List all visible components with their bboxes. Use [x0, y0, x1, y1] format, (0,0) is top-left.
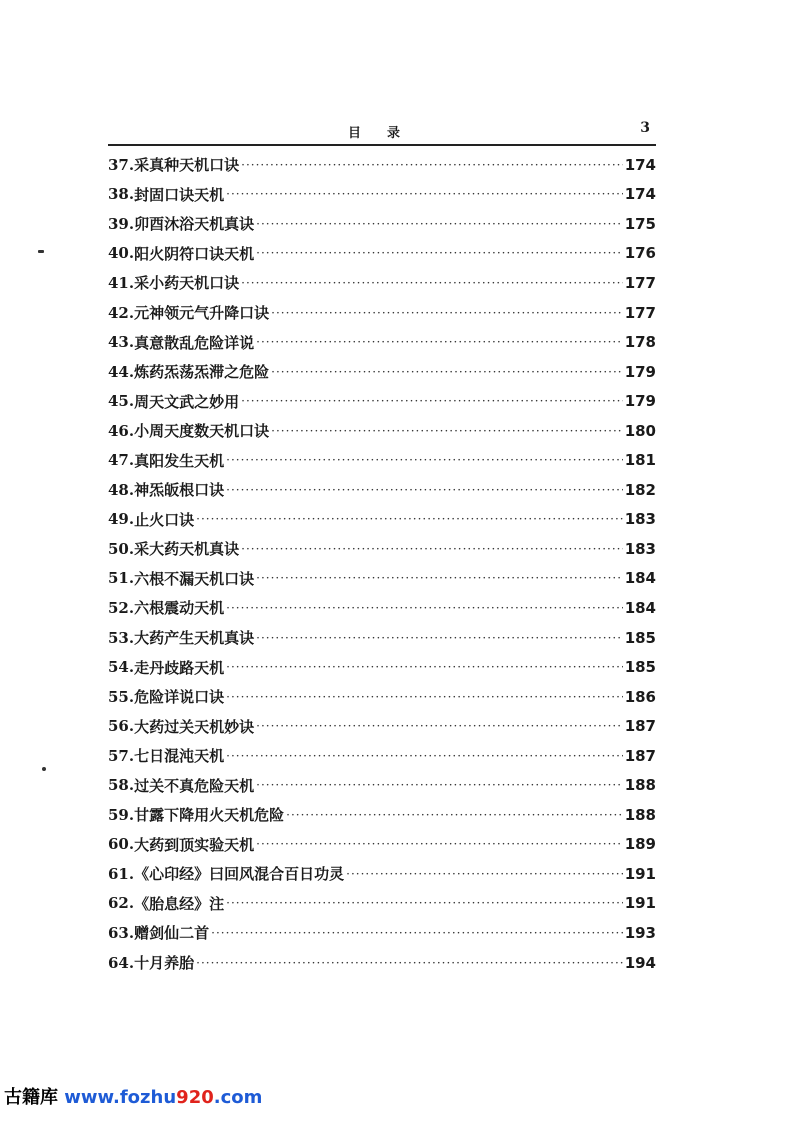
toc-leader-dots: [271, 365, 623, 379]
toc-entry: [108, 209, 656, 239]
toc-entry-title: 七日混沌天机: [134, 747, 225, 766]
toc-entry-title: 大药产生天机真诀: [134, 629, 255, 648]
toc-entry-page: 187: [624, 746, 656, 765]
toc-leader-dots: [226, 187, 623, 201]
toc-entry-number: 58.: [108, 776, 135, 795]
toc-entry-title: 小周天度数天机口诀: [134, 422, 270, 441]
toc-entry: [108, 445, 656, 475]
toc-entry-page: 179: [624, 362, 656, 381]
toc-entry-number: 40.: [108, 244, 135, 263]
toc-entry-title: 六根不漏天机口诀: [134, 569, 255, 588]
toc-leader-dots: [196, 956, 623, 970]
toc-entry-number: 57.: [108, 746, 135, 765]
toc-leader-dots: [196, 512, 623, 526]
toc-entry-number: 43.: [108, 333, 135, 352]
toc-leader-dots: [256, 335, 623, 349]
toc-entry: [108, 505, 656, 535]
watermark-url-prefix: www.fozhu: [64, 1087, 177, 1108]
watermark-url-number: 920: [176, 1087, 214, 1108]
toc-leader-dots: [271, 424, 623, 438]
toc-entry-title: 真阳发生天机: [134, 451, 225, 470]
toc-entry-page: 188: [624, 805, 656, 824]
toc-entry: [108, 475, 656, 505]
toc-entry: [108, 327, 656, 357]
toc-entry: [108, 298, 656, 328]
page-header: [108, 118, 656, 142]
toc-leader-dots: [241, 276, 623, 290]
scan-speck: [42, 767, 46, 771]
toc-leader-dots: [256, 631, 623, 645]
toc-entry-page: 177: [624, 273, 656, 292]
toc-entry: [108, 564, 656, 594]
toc-entry-page: 183: [624, 510, 656, 529]
toc-entry-page: 175: [624, 214, 656, 233]
toc-leader-dots: [346, 867, 623, 881]
toc-entry-number: 41.: [108, 273, 135, 292]
toc-entry-number: 62.: [108, 894, 135, 913]
toc-entry: [108, 150, 656, 180]
toc-entry-page: 191: [624, 864, 656, 883]
toc-entry-number: 53.: [108, 628, 135, 647]
toc-entry-page: 185: [624, 628, 656, 647]
toc-entry-page: 179: [624, 392, 656, 411]
toc-leader-dots: [256, 246, 623, 260]
toc-entry: [108, 180, 656, 210]
toc-entry-title: 甘露下降用火天机危险: [134, 806, 285, 825]
toc-entry-number: 49.: [108, 510, 135, 529]
toc-entry-page: 177: [624, 303, 656, 322]
toc-entry-title: 元神领元气升降口诀: [134, 304, 270, 322]
toc-entry-number: 48.: [108, 480, 135, 499]
toc-entry-number: 46.: [108, 421, 135, 440]
toc-entry-page: 180: [624, 421, 656, 440]
toc-entry: [108, 800, 656, 830]
toc-entry-title: 真意散乱危险详说: [134, 333, 255, 352]
toc-leader-dots: [256, 778, 623, 792]
toc-entry-number: 47.: [108, 451, 135, 470]
toc-entry-title: 止火口诀: [134, 510, 195, 529]
toc-entry-title: 炼药炁荡炁滞之危险: [134, 363, 270, 382]
toc-entry-number: 56.: [108, 717, 135, 736]
toc-entry-number: 54.: [108, 658, 135, 677]
toc-entry-number: 59.: [108, 805, 135, 824]
toc-entry-title: 过关不真危险天机: [134, 776, 255, 795]
toc-entry-page: 193: [624, 923, 656, 942]
toc-entry: [108, 770, 656, 800]
header-rule: [108, 144, 656, 146]
toc-entry-title: 采小药天机口诀: [134, 274, 240, 293]
toc-entry: [108, 652, 656, 682]
toc-entry-page: 174: [624, 155, 656, 174]
toc-leader-dots: [226, 601, 623, 615]
toc-entry-page: 194: [624, 953, 656, 972]
toc-entry-page: 182: [624, 480, 656, 499]
toc-entry-page: 174: [624, 185, 656, 204]
toc-leader-dots: [226, 453, 623, 467]
toc-entry-page: 184: [624, 598, 656, 617]
toc-entry-number: 39.: [108, 214, 135, 233]
toc-leader-dots: [226, 690, 623, 704]
toc-entry-title: 采真种天机口诀: [134, 156, 240, 175]
toc-leader-dots: [241, 542, 623, 556]
toc-entry-title: 赠剑仙二首: [134, 924, 210, 943]
scan-speck: [38, 250, 44, 253]
toc-entry-title: 十月养胎: [134, 954, 195, 973]
toc-entry-title: 卯酉沐浴天机真诀: [134, 215, 255, 234]
toc-entry: [108, 711, 656, 741]
toc-entry-page: 185: [624, 658, 656, 677]
watermark-url-suffix: .com: [213, 1087, 263, 1108]
toc-entry: [108, 593, 656, 623]
toc-entry: [108, 889, 656, 919]
toc-entry: [108, 357, 656, 387]
toc-entry-page: 187: [624, 717, 656, 736]
toc-entry: [108, 830, 656, 860]
watermark-site-name: 古籍库: [4, 1087, 58, 1108]
toc-entry-title: 《心印经》曰回风混合百日功灵: [134, 865, 345, 884]
toc-leader-dots: [226, 749, 623, 763]
toc-entry-title: 走丹歧路天机: [134, 658, 225, 677]
toc-leader-dots: [256, 837, 623, 851]
toc-leader-dots: [211, 926, 623, 940]
toc-entry: [108, 859, 656, 889]
toc-entry-page: 188: [624, 776, 656, 795]
toc-leader-dots: [241, 158, 623, 172]
toc-entry: [108, 741, 656, 771]
toc-entry-page: 191: [624, 894, 656, 913]
toc-leader-dots: [271, 306, 623, 320]
toc-entry-number: 50.: [108, 539, 135, 558]
toc-entry-number: 42.: [108, 303, 135, 322]
toc-leader-dots: [286, 808, 623, 822]
table-of-contents: [108, 150, 656, 977]
toc-entry-title: 六根震动天机: [134, 599, 225, 618]
toc-entry-page: 186: [624, 687, 656, 706]
watermark-footer: [4, 1083, 262, 1109]
toc-entry-title: 《胎息经》注: [134, 894, 225, 913]
toc-leader-dots: [256, 571, 623, 585]
toc-leader-dots: [241, 394, 623, 408]
toc-entry-number: 61.: [108, 864, 135, 883]
toc-entry-number: 55.: [108, 687, 135, 706]
toc-entry-page: 178: [624, 333, 656, 352]
toc-entry-number: 44.: [108, 362, 135, 381]
toc-entry-title: 周天文武之妙用: [134, 392, 240, 411]
toc-leader-dots: [226, 483, 623, 497]
toc-entry-number: 64.: [108, 953, 135, 972]
toc-entry: [108, 948, 656, 978]
toc-entry-title: 神炁皈根口诀: [134, 481, 225, 500]
toc-entry-page: 184: [624, 569, 656, 588]
toc-entry-number: 38.: [108, 185, 135, 204]
toc-entry-number: 52.: [108, 598, 135, 617]
toc-leader-dots: [226, 660, 623, 674]
toc-leader-dots: [226, 896, 623, 910]
toc-entry-page: 176: [624, 244, 656, 263]
toc-entry-number: 37.: [108, 155, 135, 174]
toc-leader-dots: [256, 719, 623, 733]
page-number: 3: [640, 120, 650, 136]
toc-entry-title: 阳火阴符口诀天机: [134, 244, 255, 263]
toc-entry: [108, 682, 656, 712]
toc-entry-title: 大药过关天机妙诀: [134, 717, 255, 736]
toc-entry: [108, 268, 656, 298]
toc-entry-title: 危险详说口诀: [134, 688, 225, 707]
watermark-url: [64, 1087, 262, 1108]
toc-entry-number: 45.: [108, 392, 135, 411]
toc-entry-page: 181: [624, 451, 656, 470]
toc-entry-title: 采大药天机真诀: [134, 540, 240, 559]
toc-entry-number: 63.: [108, 923, 135, 942]
toc-entry: [108, 386, 656, 416]
page-title: 目录: [348, 126, 427, 141]
toc-entry: [108, 623, 656, 653]
toc-entry-number: 51.: [108, 569, 135, 588]
toc-entry: [108, 416, 656, 446]
toc-entry-number: 60.: [108, 835, 135, 854]
toc-entry-title: 大药到顶实验天机: [134, 835, 255, 854]
toc-entry-title: 封固口诀天机: [134, 185, 225, 204]
toc-entry-page: 189: [624, 835, 656, 854]
toc-entry: [108, 534, 656, 564]
toc-leader-dots: [256, 217, 623, 231]
toc-entry-page: 183: [624, 539, 656, 558]
toc-entry: [108, 918, 656, 948]
toc-entry: [108, 239, 656, 269]
